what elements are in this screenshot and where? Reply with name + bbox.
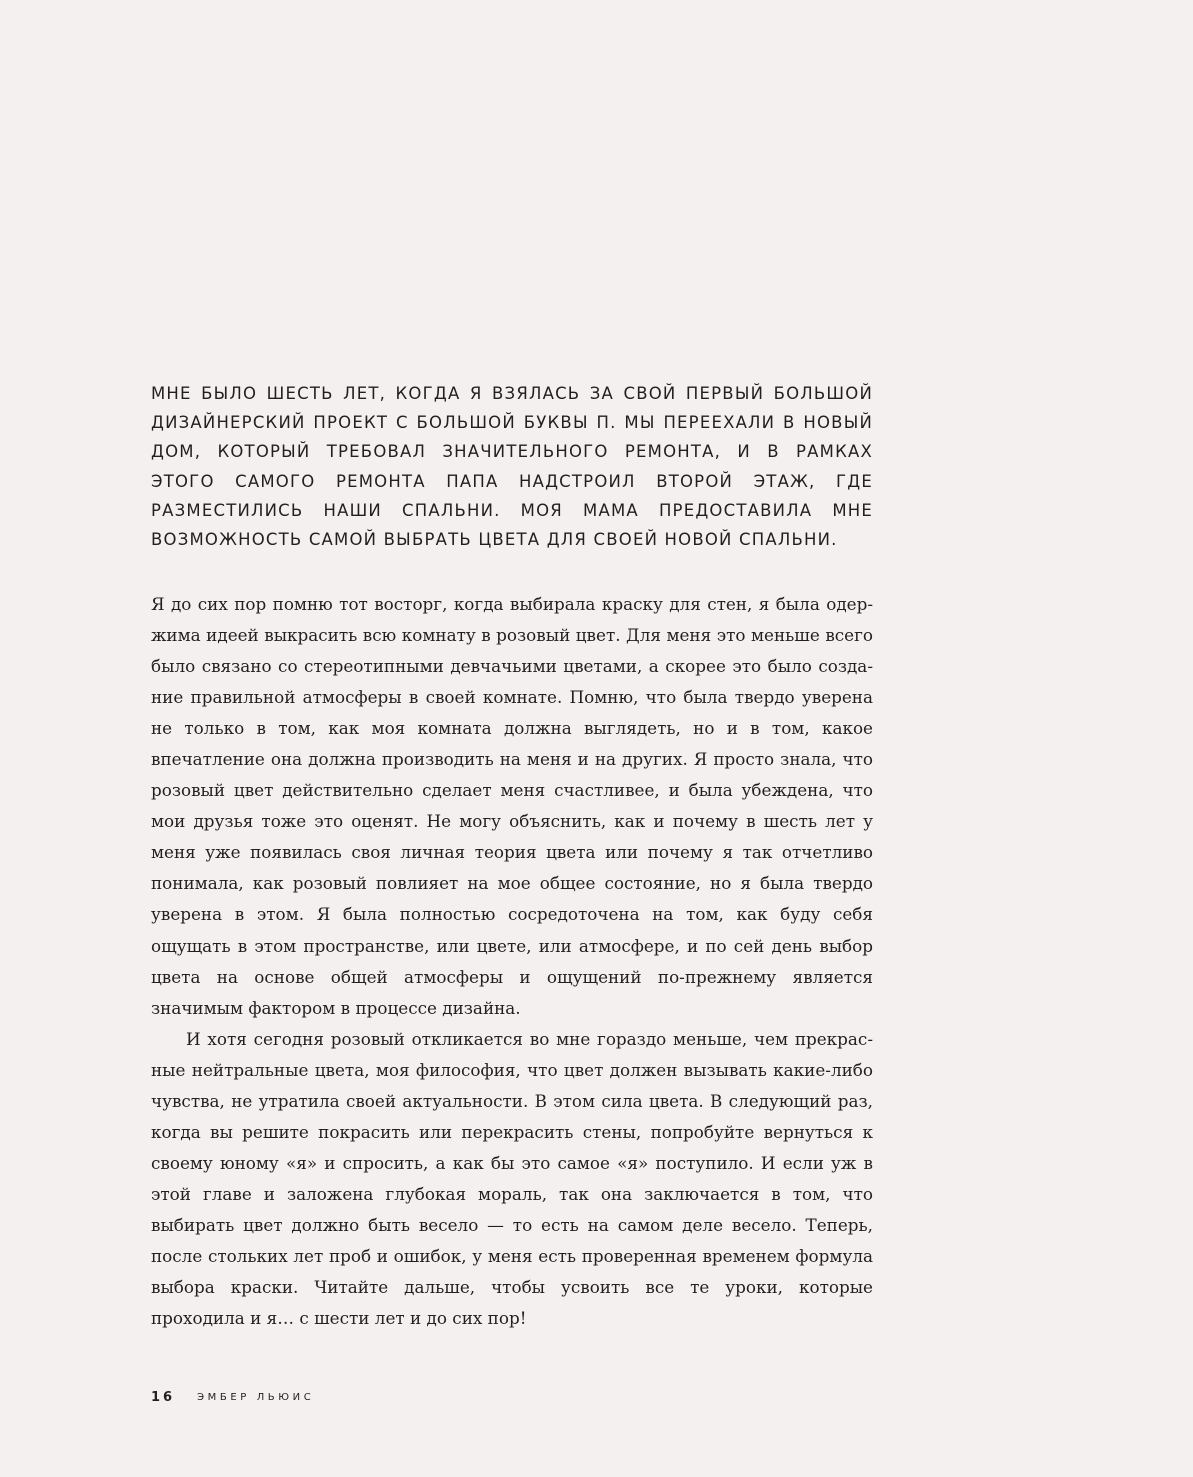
page-number: 16 [151,1389,176,1405]
body-text [151,589,873,1334]
running-author: ЭМБЕР ЛЬЮИС [197,1391,315,1403]
body-paragraph-2: И хотя сегодня розовый откликается во мне гораздо меньше, чем прекрасные нейтральные цвета, моя философия, что цвет должен вызывать какие-либо чувства, не утратила своей актуальности. В этом сила цвета. В следующий раз, когда вы решите покрасить или перекрасить стены, попробуйте вернуться к своему юному «я» и спросить, а как бы это самое «я» поступило. И если уж в этой главе и заложена глубокая мораль, так она заключается в том, что выбирать цвет должно быть весело — то есть на самом деле весело. Теперь, после стольких лет проб и ошибок, у меня есть проверенная временем формула выбора краски. Читайте дальше, чтобы усвоить все те уроки, которые проходила и я… с шести лет и до сих пор! [151,1028,873,1329]
body-paragraph-1: Я до сих пор помню тот восторг, когда выбирала краску для стен, я была одержима идеей выкрасить всю комнату в розовый цвет. Для меня это меньше всего было связано со стереотипными девчачьими цветами, а скорее это было создание правильной атмосферы в своей комнате. Помню, что была твердо уверена не только в том, как моя комната должна выглядеть, но и в том, какое впечатление она должна производить на меня и на других. Я просто знала, что розовый цвет действительно сделает меня счастливее, и была убеждена, что мои друзья тоже это оценят. Не могу объяснить, как и почему в шесть лет у меня уже появилась своя личная теория цвета или почему я так отчетливо понимала, как розовый повлияет на мое общее состояние, но я была твердо уверена в этом. Я была полностью сосредоточена на том, как буду себя ощущать в этом пространстве, или цвете, или атмосфере, и по сей день выбор цвета на основе общей атмосферы и ощущений по-прежнему является значимым фактором в процессе дизайна. [151,594,873,1018]
page-footer [151,1387,314,1407]
intro-paragraph: МНЕ БЫЛО ШЕСТЬ ЛЕТ, КОГДА Я ВЗЯЛАСЬ ЗА СВОЙ ПЕРВЫЙ БОЛЬШОЙ ДИЗАЙНЕРСКИЙ ПРОЕКТ С БОЛЬШОЙ БУКВЫ П. МЫ ПЕРЕЕХАЛИ В НОВЫЙ ДОМ, КОТОРЫЙ ТРЕБОВАЛ ЗНАЧИТЕЛЬНОГО РЕМОНТА, И В РАМКАХ ЭТОГО САМОГО РЕМОНТА ПАПА НАДСТРОИЛ ВТОРОЙ ЭТАЖ, ГДЕ РАЗМЕСТИЛИСЬ НАШИ СПАЛЬНИ. МОЯ МАМА ПРЕДОСТАВИЛА МНЕ ВОЗМОЖНОСТЬ САМОЙ ВЫБРАТЬ ЦВЕТА ДЛЯ СВОЕЙ НОВОЙ СПАЛЬНИ. [151,384,873,550]
